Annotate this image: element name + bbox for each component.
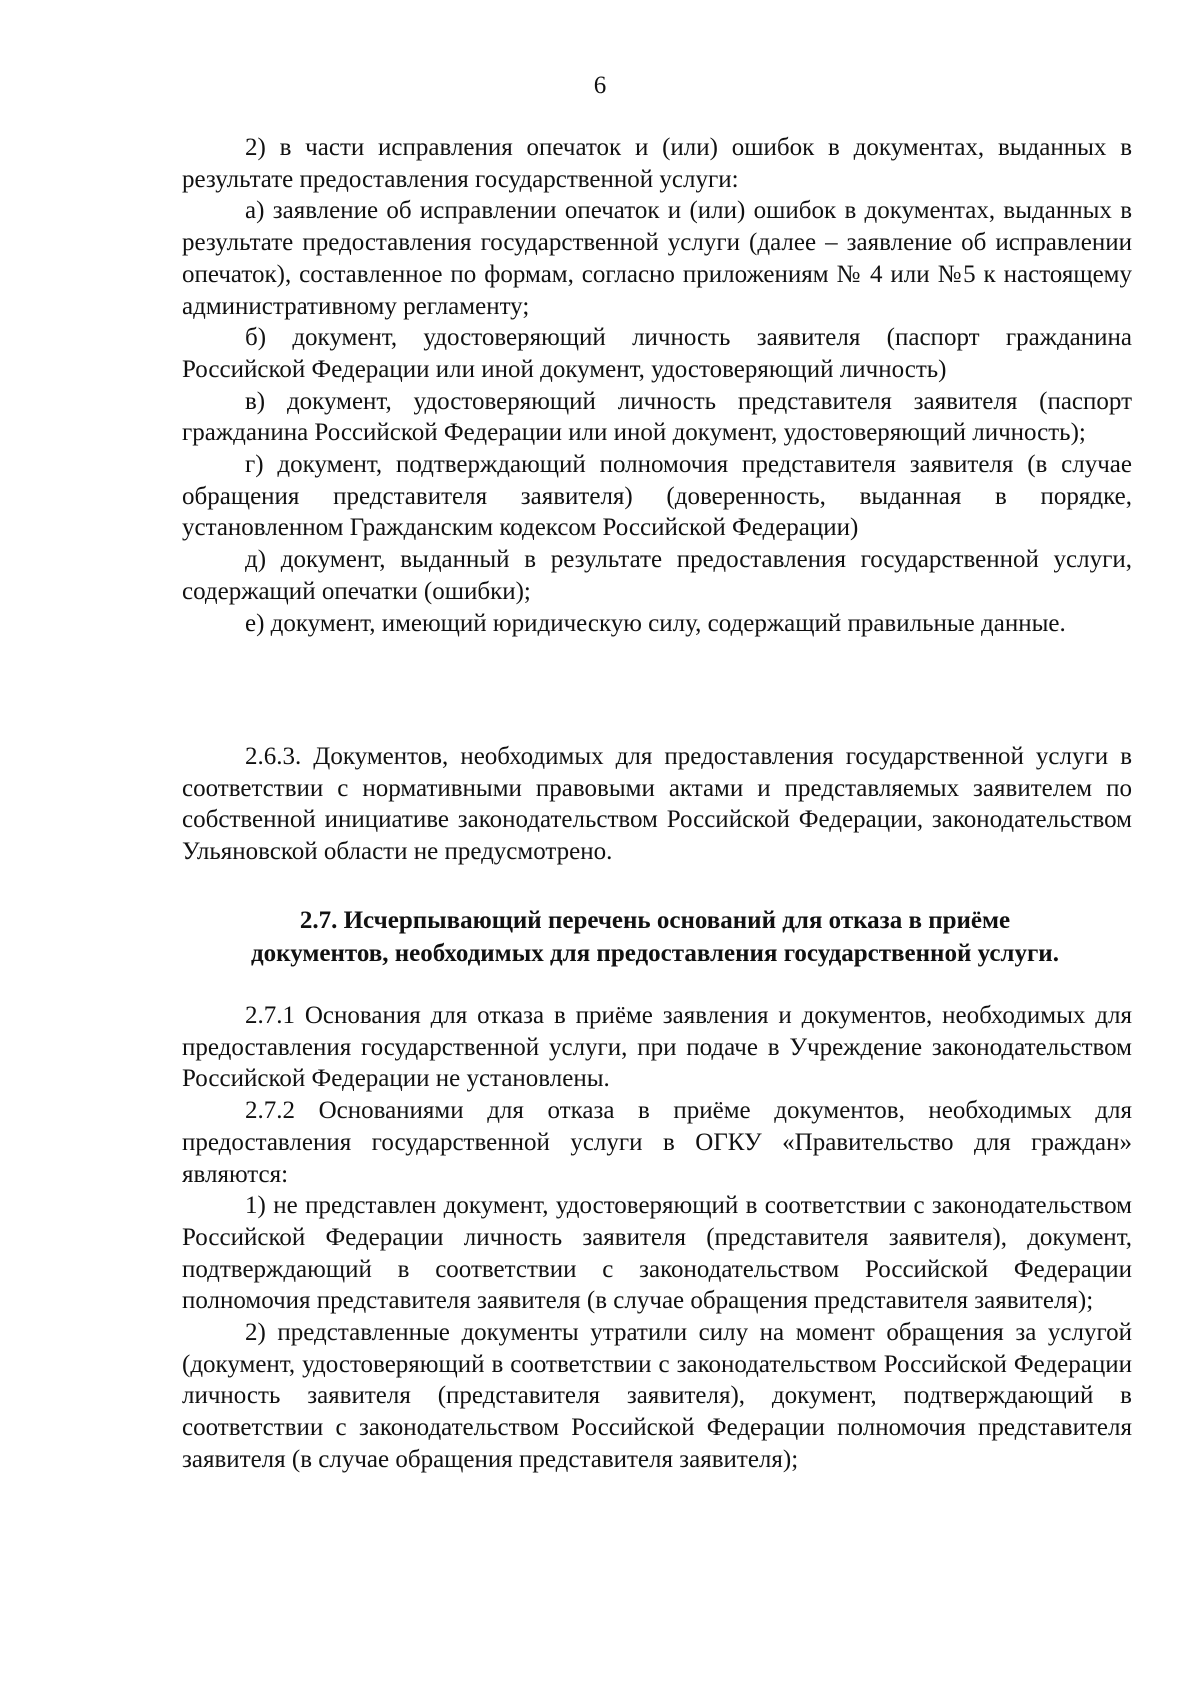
paragraph-item-g: г) документ, подтверждающий полномочия представителя заявителя (в случае обращения представителя заявителя) (доверенность, выданная в порядке, установленном Гражданским кодексом Российской Федерации) bbox=[182, 451, 1132, 542]
paragraph-item-a: а) заявление об исправлении опечаток и (или) ошибок в документах, выданных в результате предоставления государственной услуги (далее – заявление об исправлении опечаток), составленное по формам, согласно приложениям № 4 или №5 к настоящему административному регламенту; bbox=[182, 197, 1132, 320]
documents-list-corrections bbox=[182, 132, 1132, 639]
paragraph-item-e: е) документ, имеющий юридическую силу, содержащий правильные данные. bbox=[245, 609, 1066, 637]
heading-line-2: документов, необходимых для предоставления государственной услуги. bbox=[251, 940, 1059, 967]
paragraph-2-7-1: 2.7.1 Основания для отказа в приёме заявления и документов, необходимых для предоставления государственной услуги, при подаче в Учреждение законодательством Российской Федерации не установлены. bbox=[182, 1002, 1132, 1093]
section-2-6-3 bbox=[182, 741, 1132, 868]
paragraph-ground-2: 2) представленные документы утратили силу на момент обращения за услугой (документ, удостоверяющий в соответствии с законодательством Российской Федерации личность заявителя (представителя заявителя), документ, подтверждающий в соответствии с законодательством Российской Федерации полномочия представителя заявителя (в случае обращения представителя заявителя); bbox=[182, 1319, 1132, 1473]
page-number: 6 bbox=[593, 72, 607, 99]
heading-line-1: 2.7. Исчерпывающий перечень оснований для отказа в приёме bbox=[299, 907, 1011, 934]
paragraph-2-7-2: 2.7.2 Основаниями для отказа в приёме документов, необходимых для предоставления государственной услуги в ОГКУ «Правительство для граждан» являются: bbox=[182, 1097, 1132, 1188]
section-2-7-body bbox=[182, 1000, 1132, 1476]
paragraph-item-d: д) документ, выданный в результате предоставления государственной услуги, содержащий опечатки (ошибки); bbox=[182, 546, 1132, 605]
paragraph-ground-1: 1) не представлен документ, удостоверяющий в соответствии с законодательством Российской Федерации личность заявителя (представителя заявителя), документ, подтверждающий в соответствии с законодательством Российской Федерации полномочия представителя заявителя (в случае обращения представителя заявителя); bbox=[182, 1192, 1132, 1315]
section-heading-2-7 bbox=[140, 904, 1170, 970]
paragraph-item-v: в) документ, удостоверяющий личность представителя заявителя (паспорт гражданина Российской Федерации или иной документ, удостоверяющий личность); bbox=[182, 387, 1132, 447]
paragraph-item-b: б) документ, удостоверяющий личность заявителя (паспорт гражданина Российской Федерации или иной документ, удостоверяющий личность) bbox=[182, 324, 1132, 383]
paragraph-item-2: 2) в части исправления опечаток и (или) ошибок в документах, выданных в результате предоставления государственной услуги: bbox=[182, 134, 1132, 193]
paragraph-2-6-3: 2.6.3. Документов, необходимых для предоставления государственной услуги в соответствии с нормативными правовыми актами и представляемых заявителем по собственной инициативе законодательством Российской Федерации, законодательством Ульяновской области не предусмотрено. bbox=[182, 743, 1132, 866]
